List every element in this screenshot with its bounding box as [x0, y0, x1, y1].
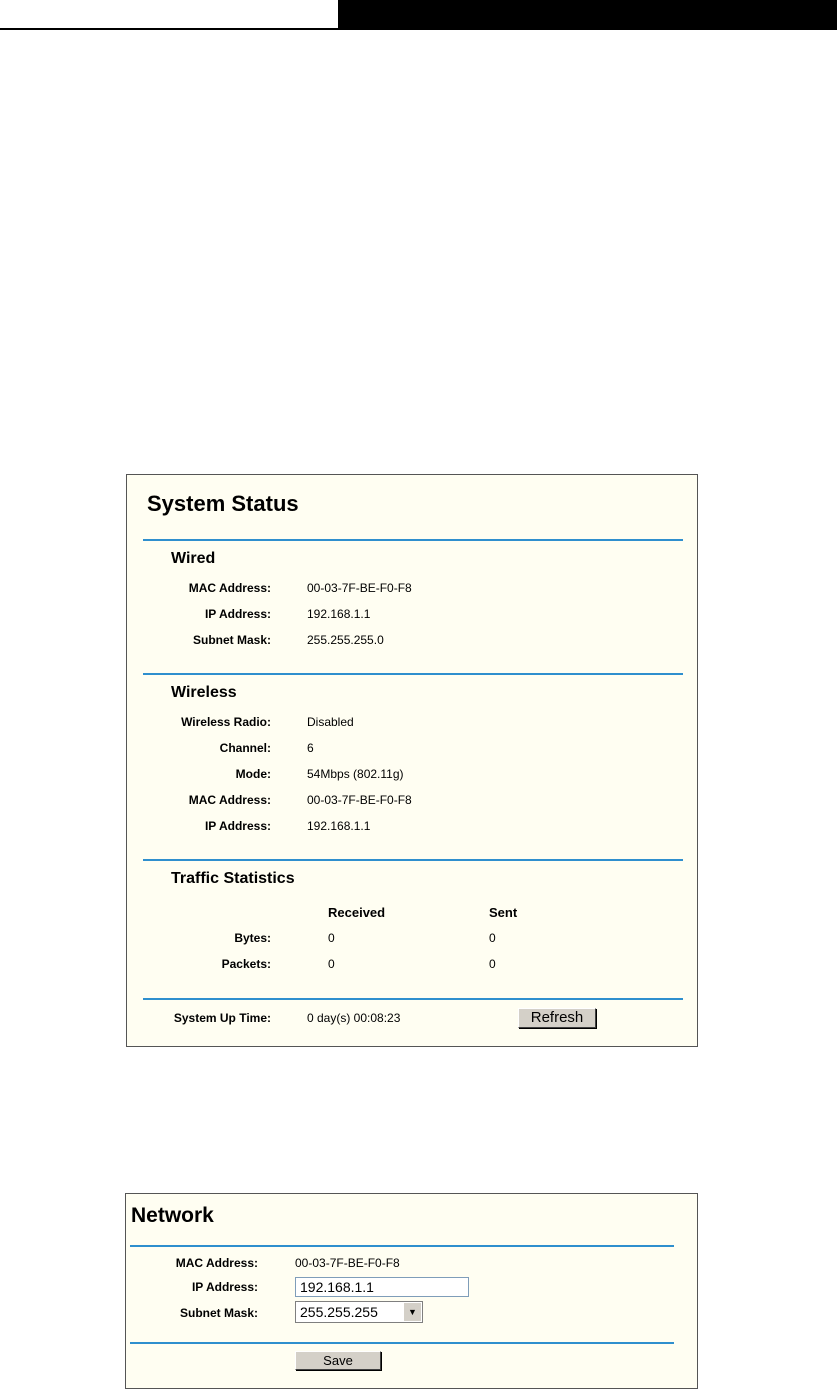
wired-mask-label: Subnet Mask: [192, 633, 271, 647]
divider [143, 673, 683, 675]
wired-ip-label: IP Address: [204, 607, 271, 621]
column-header-received: Received [328, 905, 386, 920]
network-ip-label: IP Address: [191, 1280, 258, 1294]
divider [143, 859, 683, 861]
network-mask-label: Subnet Mask: [179, 1306, 258, 1320]
divider [143, 539, 683, 541]
section-title-wireless: Wireless [171, 684, 237, 701]
refresh-button[interactable]: Refresh [518, 1008, 596, 1028]
chevron-down-icon[interactable]: ▼ [403, 1303, 421, 1321]
wireless-ip-value: 192.168.1.1 [307, 819, 371, 833]
page-title: System Status [147, 491, 299, 516]
subnet-mask-selected-value: 255.255.255 [300, 1304, 378, 1320]
wired-mac-label: MAC Address: [188, 581, 271, 595]
wireless-mac-label: MAC Address: [188, 793, 271, 807]
divider [130, 1245, 674, 1247]
header-black-bar [338, 0, 837, 28]
header-rule [0, 28, 837, 30]
divider [143, 998, 683, 1000]
column-header-sent: Sent [489, 905, 518, 920]
wireless-mode-label: Mode: [235, 767, 271, 781]
wireless-channel-label: Channel: [219, 741, 271, 755]
section-title-wired: Wired [171, 550, 216, 567]
ip-address-input[interactable]: 192.168.1.1 [295, 1277, 469, 1297]
uptime-value: 0 day(s) 00:08:23 [307, 1011, 401, 1025]
network-mac-label: MAC Address: [175, 1256, 258, 1270]
wired-ip-value: 192.168.1.1 [307, 607, 371, 621]
wireless-channel-value: 6 [307, 741, 314, 755]
wireless-radio-value: Disabled [307, 715, 354, 729]
wireless-radio-label: Wireless Radio: [181, 715, 271, 729]
network-mac-value: 00-03-7F-BE-F0-F8 [295, 1256, 400, 1270]
network-panel [125, 1193, 698, 1389]
divider [130, 1342, 674, 1344]
packets-sent-value: 0 [489, 957, 496, 971]
wired-mac-value: 00-03-7F-BE-F0-F8 [307, 581, 412, 595]
packets-label: Packets: [221, 957, 271, 971]
bytes-label: Bytes: [234, 931, 271, 945]
network-title: Network [131, 1204, 214, 1227]
bytes-sent-value: 0 [489, 931, 496, 945]
wired-mask-value: 255.255.255.0 [307, 633, 384, 647]
section-title-traffic: Traffic Statistics [171, 870, 295, 887]
bytes-received-value: 0 [328, 931, 335, 945]
save-button[interactable]: Save [295, 1351, 381, 1370]
wireless-mode-value: 54Mbps (802.11g) [307, 767, 404, 781]
packets-received-value: 0 [328, 957, 335, 971]
uptime-label: System Up Time: [173, 1011, 271, 1025]
system-status-panel [126, 474, 698, 1047]
subnet-mask-select[interactable] [295, 1301, 423, 1323]
wireless-mac-value: 00-03-7F-BE-F0-F8 [307, 793, 412, 807]
wireless-ip-label: IP Address: [204, 819, 271, 833]
